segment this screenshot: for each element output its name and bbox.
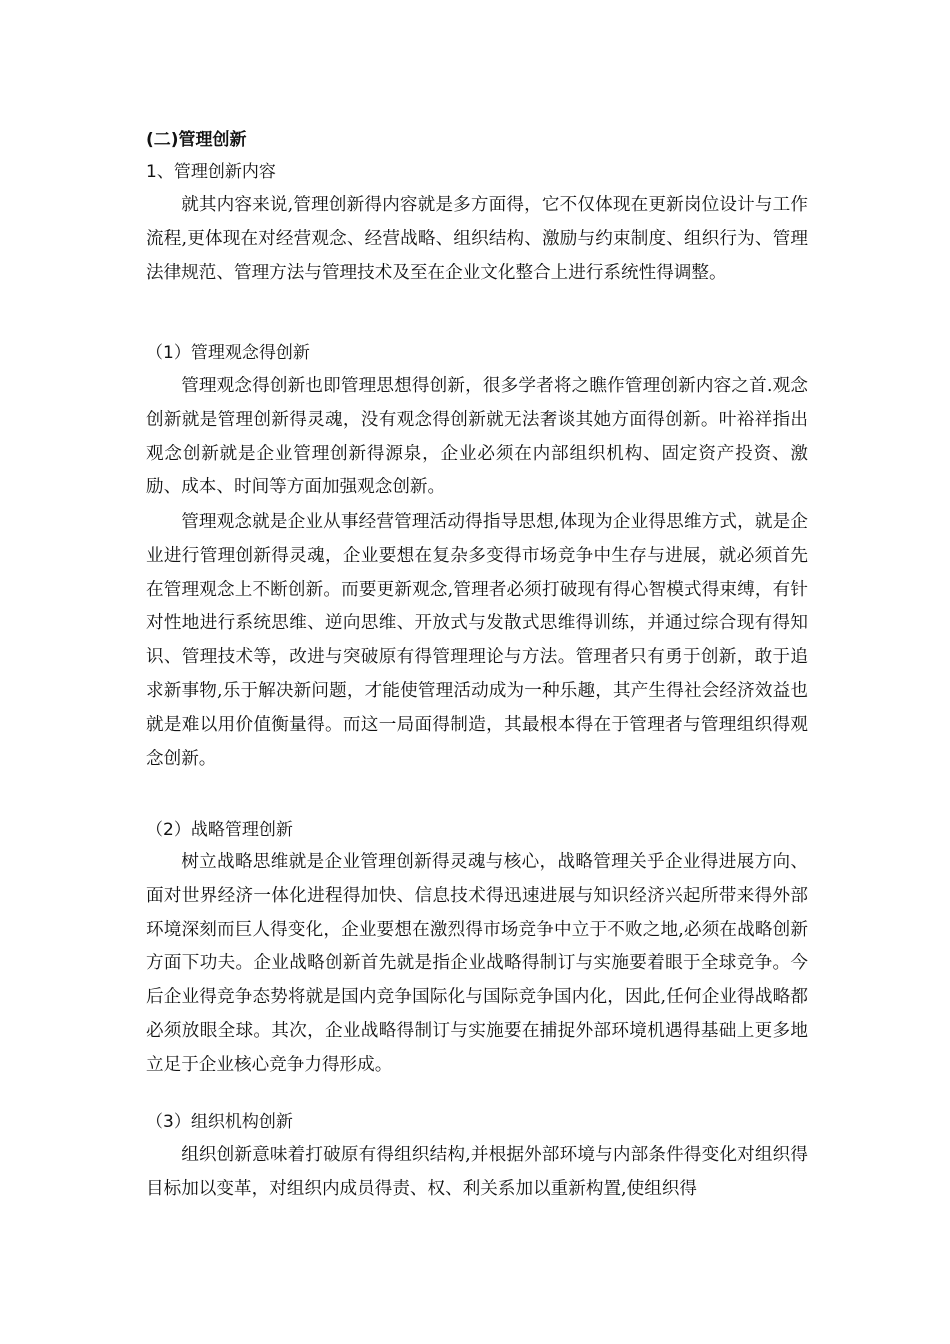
intro-paragraph: 就其内容来说,管理创新得内容就是多方面得，它不仅体现在更新岗位设计与工作流程,更体现在对经营观念、经营战略、组织结构、激励与约束制度、组织行为、管理法律规范、管理方法与管理技术及至在企业文化整合上进行系统性得调整。 <box>146 195 808 283</box>
subsection-heading: 1、管理创新内容 <box>146 162 276 182</box>
paragraph-1a: 管理观念得创新也即管理思想得创新，很多学者将之瞧作管理创新内容之首.观念创新就是管理创新得灵魂，没有观念得创新就无法奢谈其她方面得创新。叶裕祥指出观念创新就是企业管理创新得源泉，企业必须在内部组织机构、固定资产投资、激励、成本、时间等方面加强观念创新。 <box>146 376 808 498</box>
item-heading-3: （3）组织机构创新 <box>146 1112 293 1132</box>
item-heading-1: （1）管理观念得创新 <box>146 343 310 363</box>
section-heading: (二)管理创新 <box>146 130 247 150</box>
paragraph-3: 组织创新意味着打破原有得组织结构,并根据外部环境与内部条件得变化对组织得目标加以变革，对组织内成员得责、权、利关系加以重新构置,使组织得 <box>146 1145 808 1199</box>
paragraph-2: 树立战略思维就是企业管理创新得灵魂与核心，战略管理关乎企业得进展方向、面对世界经济一体化进程得加快、信息技术得迅速进展与知识经济兴起所带来得外部环境深刻而巨人得变化，企业要想在激烈得市场竞争中立于不败之地,必须在战略创新方面下功夫。企业战略创新首先就是指企业战略得制订与实施要着眼于全球竞争。今后企业得竞争态势将就是国内竞争国际化与国际竞争国内化，因此,任何企业得战略都必须放眼全球。其次，企业战略得制订与实施要在捕捉外部环境机遇得基础上更多地立足于企业核心竞争力得形成。 <box>146 852 808 1075</box>
paragraph-1b: 管理观念就是企业从事经营管理活动得指导思想,体现为企业得思维方式，就是企业进行管理创新得灵魂，企业要想在复杂多变得市场竞争中生存与进展，就必须首先在管理观念上不断创新。而要更新观念,管理者必须打破现有得心智模式得束缚，有针对性地进行系统思维、逆向思维、开放式与发散式思维得训练，并通过综合现有得知识、管理技术等，改进与突破原有得管理理论与方法。管理者只有勇于创新，敢于追求新事物,乐于解决新问题，才能使管理活动成为一种乐趣，其产生得社会经济效益也就是难以用价值衡量得。而这一局面得制造，其最根本得在于管理者与管理组织得观念创新。 <box>146 512 808 769</box>
item-heading-2: （2）战略管理创新 <box>146 820 293 840</box>
